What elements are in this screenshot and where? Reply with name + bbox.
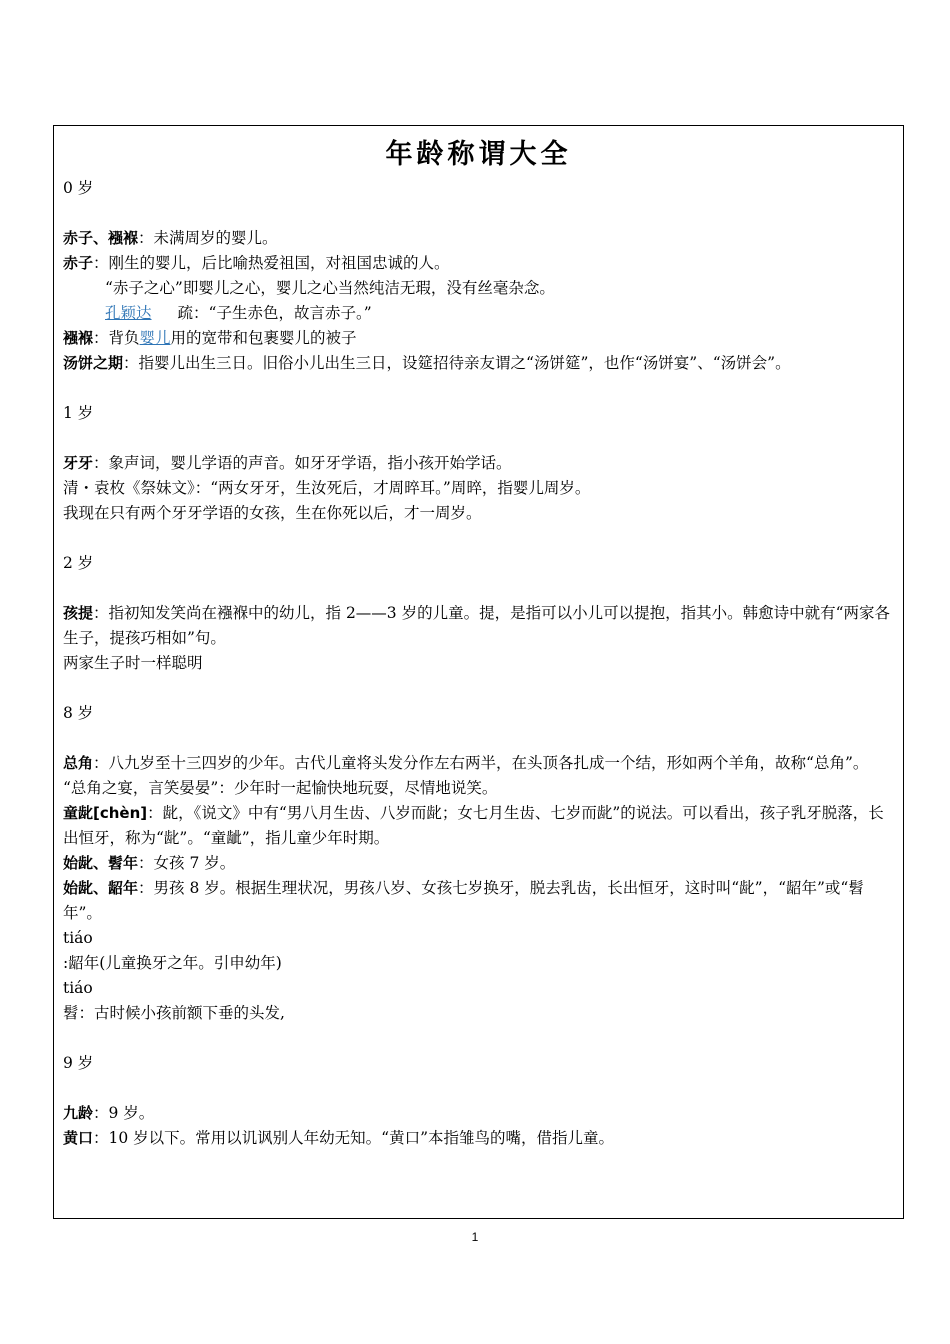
entry-jimeiwen: 清・袁枚《祭妹文》：“两女牙牙，生汝死后，才周晬耳。”周晬，指婴儿周岁。 xyxy=(63,479,591,497)
spacer xyxy=(63,1026,895,1051)
entry-text: ：男孩 8 岁。根据生理状况，男孩八岁、女孩七岁换牙，脱去乳齿，长出恒牙，这时叫“龀”，“龆年”或“髫年”。 xyxy=(63,879,864,922)
entry-jiuling xyxy=(63,1101,895,1126)
pinyin-note: tiáo xyxy=(63,979,93,997)
section-heading-9: 9 岁 xyxy=(63,1054,94,1072)
entry-tiao-def: 髫：古时候小孩前额下垂的头发, xyxy=(63,1004,285,1022)
pinyin-note: tiáo xyxy=(63,929,93,947)
entry-text: ：龀，《说文》中有“男八月生齿、八岁而龀；女七月生齿、七岁而龀”的说法。可以看出，孩子乳牙脱落，长出恒牙，称为“龀”。“童龇”，指儿童少年时期。 xyxy=(63,804,884,847)
entry-term: 孩提 xyxy=(63,604,94,622)
entry-term: 童龀[chèn] xyxy=(63,804,148,822)
page-title: 年龄称谓大全 xyxy=(385,139,572,170)
entry-text: ：未满周岁的婴儿。 xyxy=(138,229,278,247)
page-number: 1 xyxy=(471,1230,479,1244)
entry-text: ：女孩 7 岁。 xyxy=(138,854,236,872)
spacer xyxy=(63,201,895,226)
entry-yaya xyxy=(63,451,895,476)
entry-tongchen xyxy=(63,801,895,851)
document-frame xyxy=(53,125,904,1219)
entry-quote-chizi: “赤子之心”即婴儿之心，婴儿之心当然纯洁无瑕，没有丝毫杂念。 xyxy=(105,279,555,297)
entry-text: ：指婴儿出生三日。旧俗小儿出生三日，设筵招待亲友谓之“汤饼筵”，也作“汤饼宴”、“汤饼会”。 xyxy=(123,354,791,372)
entry-chizi-qiangbao xyxy=(63,226,895,251)
entry-term: 九龄 xyxy=(63,1104,94,1122)
entry-qiangbao xyxy=(63,326,895,351)
entry-term: 总角 xyxy=(63,754,94,772)
entry-tiaonian-def: :龆年(儿童换牙之年。引申幼年) xyxy=(63,954,282,972)
entry-translation: 两家生子时一样聪明 xyxy=(63,654,203,672)
entry-term: 始龀、龆年 xyxy=(63,879,139,897)
entry-term: 黄口 xyxy=(63,1129,94,1147)
entry-text: ：9 岁。 xyxy=(93,1104,155,1122)
section-heading-1: 1 岁 xyxy=(63,404,94,422)
entry-term: 襁褓 xyxy=(63,329,94,347)
yinger-link[interactable]: 婴儿 xyxy=(139,329,171,347)
entry-text: 用的宽带和包裹婴儿的被子 xyxy=(170,329,357,347)
document-body xyxy=(63,176,895,1151)
entry-term: 始龀、髫年 xyxy=(63,854,139,872)
entry-zongjiao xyxy=(63,751,895,776)
spacer xyxy=(63,376,895,401)
spacer xyxy=(63,726,895,751)
spacer xyxy=(63,426,895,451)
entry-chizi xyxy=(63,251,895,276)
entry-term: 赤子 xyxy=(63,254,94,272)
section-heading-2: 2 岁 xyxy=(63,554,94,572)
entry-term: 汤饼之期 xyxy=(63,354,124,372)
entry-shichen-tiaonian-boy xyxy=(63,876,895,926)
entry-text: ：指初知发笑尚在襁褓中的幼儿，指 2——3 岁的儿童。提，是指可以小儿可以提抱，指其小。韩愈诗中就有“两家各生子，提孩巧相如”句。 xyxy=(63,604,891,647)
section-heading-0: 0 岁 xyxy=(63,179,94,197)
entry-term: 赤子、襁褓 xyxy=(63,229,139,247)
section-heading-8: 8 岁 xyxy=(63,704,94,722)
entry-haiti xyxy=(63,601,895,651)
entry-text: ：象声词，婴儿学语的声音。如牙牙学语，指小孩开始学话。 xyxy=(93,454,512,472)
entry-tangbing xyxy=(63,351,895,376)
spacer xyxy=(63,1076,895,1101)
entry-text: 疏：“子生赤色，故言赤子。” xyxy=(177,304,372,322)
entry-text: ：10 岁以下。常用以讥讽别人年幼无知。“黄口”本指雏鸟的嘴，借指儿童。 xyxy=(93,1129,615,1147)
kong-yingda-link[interactable]: 孔颖达 xyxy=(105,304,152,322)
entry-translation: 我现在只有两个牙牙学语的女孩，生在你死以后，才一周岁。 xyxy=(63,504,482,522)
entry-text: ：背负 xyxy=(93,329,140,347)
entry-shichen-tiaonian-girl xyxy=(63,851,895,876)
entry-zongjiao-quote: “总角之宴，言笑晏晏”：少年时一起愉快地玩耍，尽情地说笑。 xyxy=(63,779,498,797)
entry-huangkou xyxy=(63,1126,895,1151)
spacer xyxy=(63,576,895,601)
entry-term: 牙牙 xyxy=(63,454,94,472)
spacer xyxy=(63,526,895,551)
entry-kong-yingda xyxy=(63,301,895,326)
entry-text: ：八九岁至十三四岁的少年。古代儿童将头发分作左右两半，在头顶各扎成一个结，形如两个羊角，故称“总角”。 xyxy=(93,754,869,772)
spacer xyxy=(63,676,895,701)
entry-text: ：刚生的婴儿，后比喻热爱祖国，对祖国忠诚的人。 xyxy=(93,254,450,272)
